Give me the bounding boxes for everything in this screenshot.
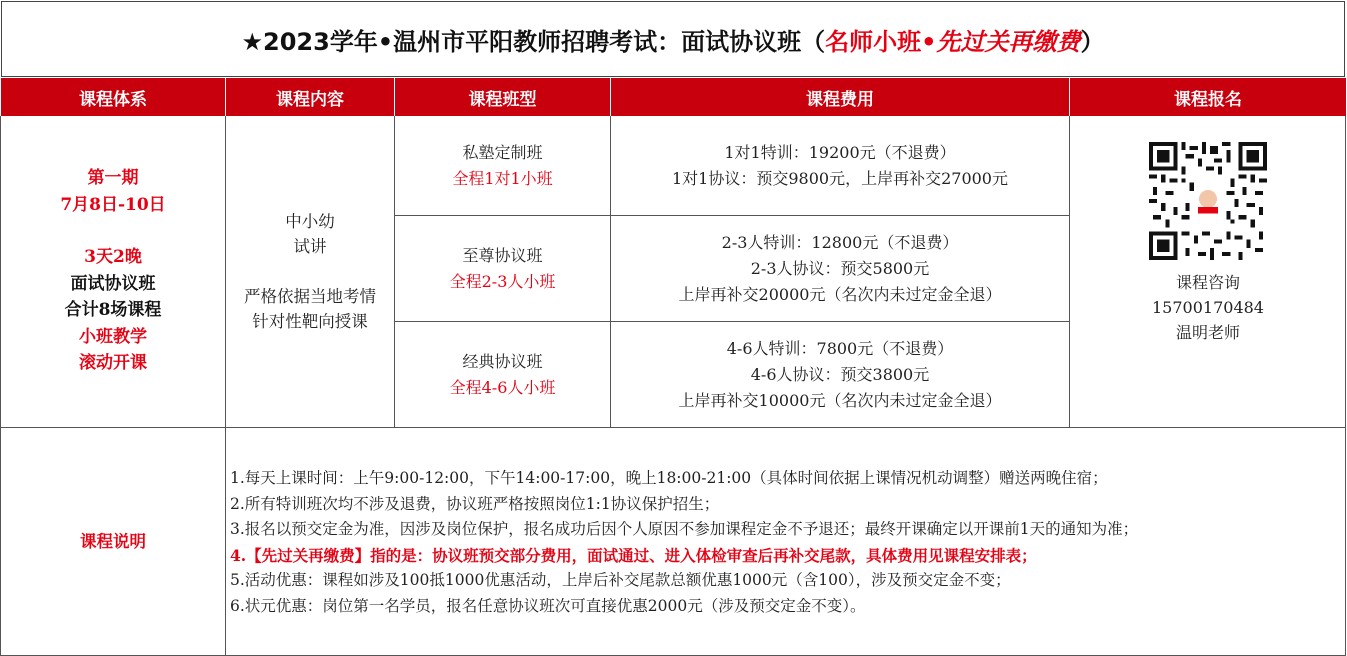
note-item-highlight: 4.【先过关再缴费】指的是：协议班预交部分费用，面试通过、进入体检审查后再补交尾款，具体费用见课程安排表； xyxy=(230,545,1037,565)
class-name: 至尊协议班 xyxy=(462,245,543,265)
qr-code-icon[interactable] xyxy=(1149,142,1267,260)
class-name: 私塾定制班 xyxy=(462,142,543,162)
rolling-label: 滚动开课 xyxy=(79,353,147,373)
class-name: 经典协议班 xyxy=(462,351,543,371)
class-type-row-1 xyxy=(395,116,611,216)
header-registration: 课程报名 xyxy=(1070,78,1346,116)
note-item: 3.报名以预交定金为准，因涉及岗位保护，报名成功后因个人原因不参加课程定金不予退还；最终开课确定以开课前1天的通知为准； xyxy=(230,520,1139,538)
class-name-label: 面试协议班 xyxy=(70,273,156,294)
course-system-cell xyxy=(1,116,226,428)
consult-label: 课程咨询 xyxy=(1175,273,1240,292)
class-type-row-2 xyxy=(395,216,611,322)
fee-line: 2-3人协议：预交5800元 xyxy=(750,258,930,278)
class-type-row-3 xyxy=(395,322,611,428)
fee-line: 上岸再补交20000元（名次内未过定金全退） xyxy=(678,284,1002,304)
fee-line: 1对1协议：预交9800元，上岸再补交27000元 xyxy=(672,168,1008,188)
fee-line: 2-3人特训：12800元（不退费） xyxy=(721,232,959,252)
sessions-label: 合计8场课程 xyxy=(64,300,162,320)
note-item: 6.状元优惠：岗位第一名学员，报名任意协议班次可直接优惠2000元（涉及预交定金不变）。 xyxy=(230,596,866,615)
title-highlight-small-class: 名师小班• xyxy=(825,27,937,56)
page-title xyxy=(1,1,1345,77)
notes-label-cell xyxy=(1,428,226,656)
header-class-type: 课程班型 xyxy=(395,78,611,116)
note-item: 5.活动优惠：课程如涉及100抵1000优惠活动，上岸后补交尾款总额优惠1000元（含100），涉及预交定金不变； xyxy=(230,571,1011,589)
content-grades: 中小幼 xyxy=(285,212,335,231)
period-dates: 7月8日-10日 xyxy=(60,194,166,215)
header-course-content: 课程内容 xyxy=(226,78,395,116)
consult-phone[interactable]: 15700170484 xyxy=(1152,298,1264,317)
fee-line: 上岸再补交10000元（名次内未过定金全退） xyxy=(678,390,1002,410)
content-desc-1: 严格依据当地考情 xyxy=(244,287,376,306)
class-sub: 全程4-6人小班 xyxy=(449,377,556,397)
title-prefix: ★2023学年•温州市平阳教师招聘考试：面试协议班（ xyxy=(241,27,826,56)
class-sub: 全程1对1小班 xyxy=(452,168,553,188)
content-trial: 试讲 xyxy=(293,237,327,256)
duration-label: 3天2晚 xyxy=(84,247,142,267)
fee-row-1 xyxy=(611,116,1070,216)
title-highlight-pay-later: 先过关再缴费 xyxy=(936,27,1081,56)
fee-row-2 xyxy=(611,216,1070,322)
notes-content xyxy=(226,428,1346,656)
teaching-label: 小班教学 xyxy=(79,326,147,347)
consult-teacher: 温明老师 xyxy=(1175,323,1240,342)
fee-line: 4-6人特训：7800元（不退费） xyxy=(726,338,954,358)
class-sub: 全程2-3人小班 xyxy=(449,271,556,291)
fee-line: 1对1特训：19200元（不退费） xyxy=(724,142,956,162)
header-course-system: 课程体系 xyxy=(1,78,226,116)
title-suffix: ） xyxy=(1080,27,1105,56)
course-content-cell xyxy=(226,116,395,428)
registration-cell xyxy=(1070,116,1346,428)
header-course-fee: 课程费用 xyxy=(611,78,1070,116)
fee-row-3 xyxy=(611,322,1070,428)
fee-line: 4-6人协议：预交3800元 xyxy=(750,364,930,384)
notes-label: 课程说明 xyxy=(80,531,146,551)
note-item: 2.所有特训班次均不涉及退费，协议班严格按照岗位1:1协议保护招生； xyxy=(230,494,720,513)
note-item: 1.每天上课时间：上午9:00-12:00，下午14:00-17:00，晚上18:00-21:00（具体时间依据上课情况机动调整）赠送两晚住宿； xyxy=(230,469,1108,487)
period-label: 第一期 xyxy=(87,168,139,188)
content-desc-2: 针对性靶向授课 xyxy=(252,312,368,331)
